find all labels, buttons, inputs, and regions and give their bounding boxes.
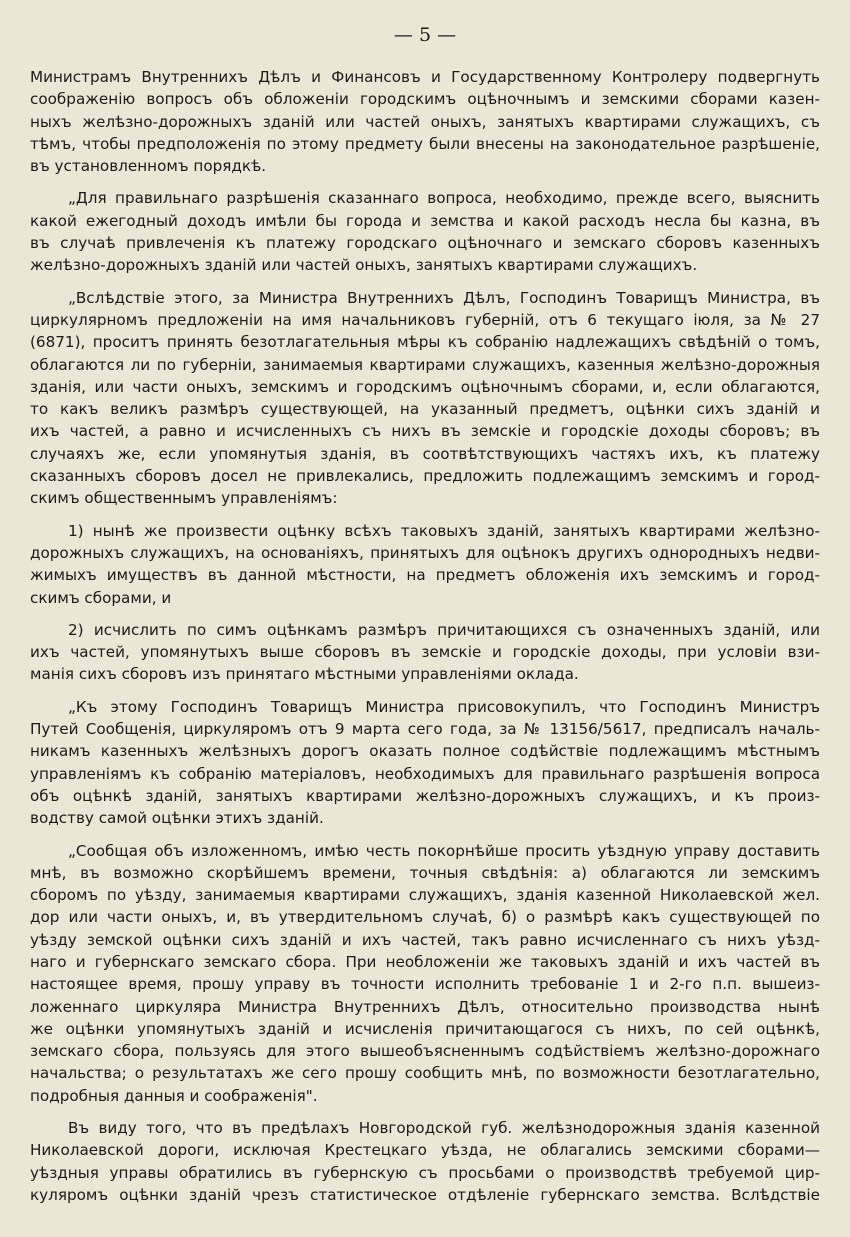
text-line: „Сообщая объ изложенномъ, имѣю честь покорнѣйше просить уѣздную управу доставить xyxy=(68,841,820,860)
text-line: скимъ общественнымъ управленіямъ: xyxy=(30,489,338,508)
text-line: куляромъ оцѣнки зданій чрезъ статистическое отдѣленіе губернскаго земства. Вслѣдствіе xyxy=(30,1185,820,1204)
text-line: манія сихъ сборовъ изъ принятаго мѣстными управленіями оклада. xyxy=(30,665,579,684)
text-line: тѣмъ, чтобы предположенія по этому предмету были внесены на законодательное разрѣшеніе, xyxy=(30,134,820,153)
text-line: начальства; о результатахъ же сего прошу сообщить мнѣ, по возможности безотлагательно, xyxy=(30,1064,820,1083)
paragraph xyxy=(30,187,820,276)
text-line: желѣзно-дорожныхъ зданій или частей оныхъ, занятыхъ квартирами служащихъ. xyxy=(30,256,698,275)
text-line: „Для правильнаго разрѣшенія сказаннаго вопроса, необходимо, прежде всего, выяснить xyxy=(68,189,820,208)
text-line: „Къ этому Господинъ Товарищъ Министра присовокупилъ, что Господинъ Министръ xyxy=(68,697,820,716)
paragraph xyxy=(30,287,820,510)
text-line: Николаевской дороги, исключая Крестецкаго уѣзда, не облагались земскими сборами— xyxy=(30,1141,820,1160)
paragraph xyxy=(30,1117,820,1206)
text-line: 2) исчислить по симъ оцѣнкамъ размѣръ причитающихся съ означенныхъ зданій, или xyxy=(68,620,820,639)
paragraph xyxy=(30,66,820,177)
text-line: сборомъ по уѣзду, занимаемыя квартирами служащихъ, зданія казенной Николаевской жел. xyxy=(30,886,820,905)
text-line: земскаго сбора, пользуясь для этого вышеобъясненнымъ содѣйствіемъ желѣзно-дорожнаго xyxy=(30,1042,820,1061)
text-line: въ установленномъ порядкѣ. xyxy=(30,157,267,176)
text-line: дорожныхъ служащихъ, на основаніяхъ, принятыхъ для оцѣнокъ другихъ однородныхъ недви- xyxy=(30,543,820,562)
text-line: ихъ частей, упомянутыхъ выше сборовъ въ земскіе и городскіе доходы, при условіи взи- xyxy=(30,643,820,662)
text-line: облагаются ли по губерніи, занимаемыя квартирами служащихъ, казенныя желѣзно-дорожныя xyxy=(30,355,820,374)
text-line: Путей Сообщенія, циркуляромъ отъ 9 марта сего года, за № 13156/5617, предписалъ началь- xyxy=(30,720,820,739)
text-line: соображенію вопросъ объ обложеніи городскимъ оцѣночнымъ и земскими сборами казен- xyxy=(30,90,820,109)
page-number: — 5 — xyxy=(393,24,457,46)
text-line: уѣздныя управы обратились въ губернскую съ просьбами о производствѣ требуемой цир- xyxy=(30,1163,820,1182)
text-line: ныхъ желѣзно-дорожныхъ зданій или частей оныхъ, занятыхъ квартирами служащихъ, съ xyxy=(30,112,820,131)
text-line: въ случаѣ привлеченія къ платежу городскаго оцѣночнаго и земскаго сборовъ казенныхъ xyxy=(30,234,820,253)
text-line: зданія, или части оныхъ, земскимъ и городскимъ оцѣночнымъ сборами, и, если облагаются, xyxy=(30,377,820,396)
text-line: ихъ частей, а равно и исчисленныхъ съ нихъ въ земскіе и городскіе доходы сборовъ; въ xyxy=(30,422,820,441)
text-line: подробныя данныя и соображенія". xyxy=(30,1086,318,1105)
text-line: мнѣ, въ возможно скорѣйшемъ времени, точныя свѣдѣнія: а) облагаются ли земскимъ xyxy=(30,863,820,882)
text-line: скимъ сборами, и xyxy=(30,588,172,607)
text-line: управленіямъ къ собранію матеріаловъ, необходимыхъ для правильнаго разрѣшенія вопроса xyxy=(30,764,820,783)
text-line: никамъ казенныхъ желѣзныхъ дорогъ оказать полное содѣйствіе подлежащимъ мѣстнымъ xyxy=(30,742,820,761)
text-line: сказанныхъ сборовъ досел не привлекались, предложить подлежащимъ земскимъ и город- xyxy=(30,467,820,486)
text-line: дор или части оныхъ, и, въ утвердительномъ случаѣ, б) о размѣрѣ какъ существующей по xyxy=(30,908,820,927)
text-line: какой ежегодный доходъ имѣли бы города и земства и какой расходъ несла бы казна, въ xyxy=(30,211,820,230)
text-line: уѣзду земской оцѣнки сихъ зданій и ихъ частей, такъ равно исчисленнаго съ нихъ уѣзд- xyxy=(30,930,820,949)
text-line: (6871), проситъ принять безотлагательныя мѣры къ собранію надлежащихъ свѣдѣній о томъ, xyxy=(30,333,820,352)
text-line: Въ виду того, что въ предѣлахъ Новгородской губ. желѣзнодорожныя зданія казенной xyxy=(68,1119,820,1138)
text-line: 1) нынѣ же произвести оцѣнку всѣхъ таковыхъ зданій, занятыхъ квартирами желѣзно- xyxy=(68,521,820,540)
text-line: же оцѣнки упомянутыхъ зданій и исчисленія причитающагося съ нихъ, по сей оцѣнкѣ, xyxy=(30,1019,820,1038)
text-line: Министрамъ Внутреннихъ Дѣлъ и Финансовъ и Государственному Контролеру подвергнуть xyxy=(30,68,820,86)
paragraph xyxy=(30,619,820,686)
text-line: „Вслѣдствіе этого, за Министра Внутреннихъ Дѣлъ, Господинъ Товарищъ Министра, въ xyxy=(68,288,820,307)
text-line: наго и губернскаго земскаго сбора. При необложеніи же таковыхъ зданій и ихъ частей въ xyxy=(30,952,820,971)
paragraph xyxy=(30,696,820,830)
text-line: настоящее время, прошу управу въ точности исполнить требованіе 1 и 2-го п.п. вышеиз- xyxy=(30,975,820,994)
text-line: ложеннаго циркуляра Министра Внутреннихъ Дѣлъ, относительно производства нынѣ xyxy=(30,997,820,1016)
document-body xyxy=(30,66,820,1206)
text-line: объ оцѣнкѣ зданій, занятыхъ квартирами желѣзно-дорожныхъ служащихъ, и къ произ- xyxy=(30,786,820,805)
text-line: водству самой оцѣнки этихъ зданій. xyxy=(30,809,324,828)
paragraph xyxy=(30,520,820,609)
text-line: жимыхъ имуществъ въ данной мѣстности, на предметъ обложенія ихъ земскимъ и город- xyxy=(30,566,820,585)
text-line: циркулярномъ предложеніи на имя начальниковъ губерній, отъ 6 текущаго іюля, за № 27 xyxy=(30,310,820,329)
text-line: случаяхъ же, если упомянутыя зданія, въ соотвѣтствующихъ частяхъ ихъ, къ платежу xyxy=(30,444,820,463)
text-line: то какъ великъ размѣръ существующей, на указанный предметъ, оцѣнки сихъ зданій и xyxy=(30,400,820,419)
paragraph xyxy=(30,840,820,1108)
